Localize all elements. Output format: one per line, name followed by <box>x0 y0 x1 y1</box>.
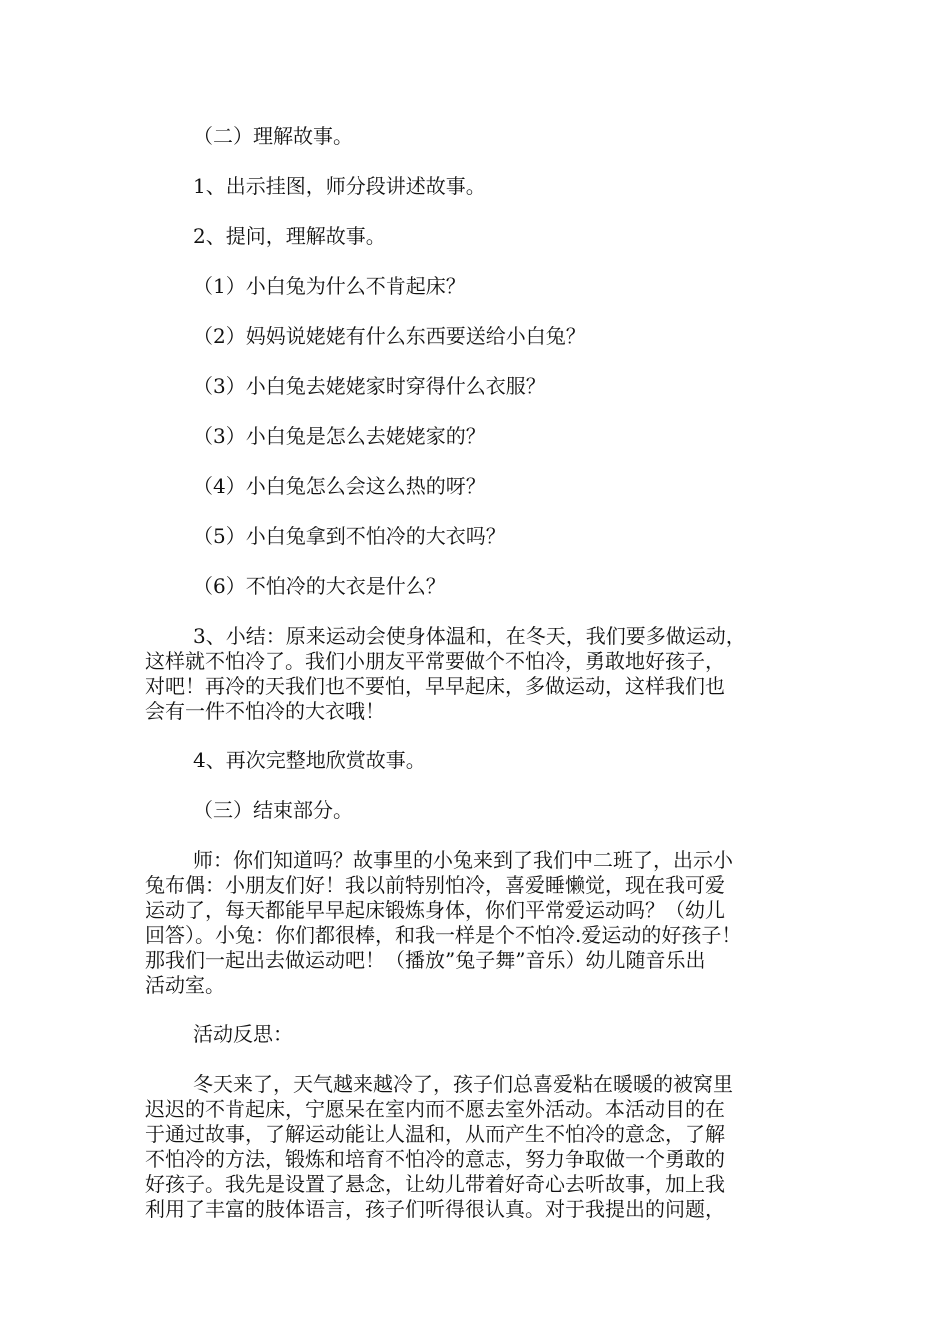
step-show-picture: 1、出示挂图，师分段讲述故事。 <box>193 174 486 198</box>
reflection-paragraph <box>145 1072 825 1222</box>
teacher-paragraph <box>145 848 825 998</box>
paragraph-line: 运动了，每天都能早早起床锻炼身体，你们平常爱运动吗？（幼儿 <box>145 898 725 922</box>
paragraph-line: 回答）。小兔：你们都很棒，和我一样是个不怕冷.爱运动的好孩子！ <box>145 923 742 947</box>
paragraph-line: 那我们一起出去做运动吧！（播放”兔子舞”音乐）幼儿随音乐出 <box>145 948 706 972</box>
summary-paragraph <box>145 624 825 724</box>
question-item: （2）妈妈说姥姥有什么东西要送给小白兔？ <box>193 324 586 348</box>
paragraph-line: 会有一件不怕冷的大衣哦！ <box>145 699 385 723</box>
question-item: （1）小白兔为什么不肯起床？ <box>193 274 466 298</box>
paragraph-line: 冬天来了，天气越来越冷了，孩子们总喜爱粘在暖暖的被窝里 <box>193 1072 733 1096</box>
reflection-heading: 活动反思： <box>193 1022 293 1046</box>
paragraph-line: 迟迟的不肯起床，宁愿呆在室内而不愿去室外活动。本活动目的在 <box>145 1097 725 1121</box>
paragraph-line: 于通过故事，了解运动能让人温和，从而产生不怕冷的意念，了解 <box>145 1122 725 1146</box>
paragraph-line: 活动室。 <box>145 973 225 997</box>
section-heading-understand-story: （二）理解故事。 <box>193 124 353 148</box>
question-item: （5）小白兔拿到不怕冷的大衣吗？ <box>193 524 506 548</box>
question-item: （4）小白兔怎么会这么热的呀？ <box>193 474 486 498</box>
paragraph-line: 利用了丰富的肢体语言，孩子们听得很认真。对于我提出的问题， <box>145 1197 725 1221</box>
paragraph-line: 对吧！再冷的天我们也不要怕，早早起床，多做运动，这样我们也 <box>145 674 725 698</box>
question-item: （3）小白兔是怎么去姥姥家的？ <box>193 424 486 448</box>
section-heading-ending: （三）结束部分。 <box>193 798 353 822</box>
paragraph-line: 师：你们知道吗？故事里的小兔来到了我们中二班了，出示小 <box>193 848 733 872</box>
paragraph-line: 兔布偶：小朋友们好！我以前特别怕冷，喜爱睡懒觉，现在我可爱 <box>145 873 725 897</box>
step-enjoy-again: 4、再次完整地欣赏故事。 <box>193 748 426 772</box>
step-ask-questions: 2、提问，理解故事。 <box>193 224 386 248</box>
question-item: （6）不怕冷的大衣是什么？ <box>193 574 446 598</box>
paragraph-line: 好孩子。我先是设置了悬念，让幼儿带着好奇心去听故事，加上我 <box>145 1172 725 1196</box>
question-item: （3）小白兔去姥姥家时穿得什么衣服？ <box>193 374 546 398</box>
paragraph-line: 不怕冷的方法，锻炼和培育不怕冷的意志，努力争取做一个勇敢的 <box>145 1147 725 1171</box>
paragraph-line: 这样就不怕冷了。我们小朋友平常要做个不怕冷，勇敢地好孩子， <box>145 649 725 673</box>
paragraph-line: 3、小结：原来运动会使身体温和，在冬天，我们要多做运动， <box>193 624 746 648</box>
